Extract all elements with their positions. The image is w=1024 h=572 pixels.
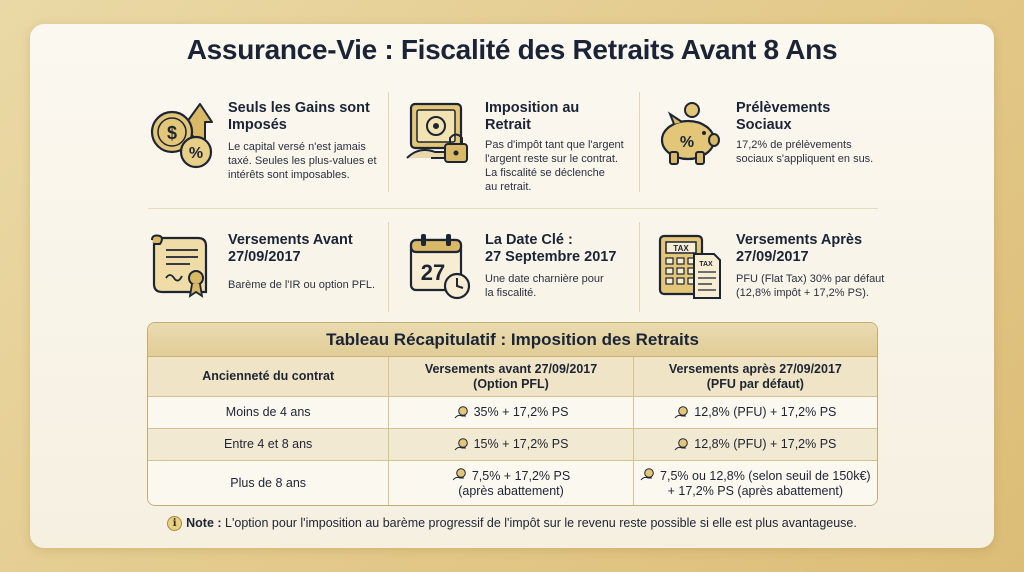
safe-lock-icon [405, 100, 473, 170]
piggy-bank-icon [656, 100, 724, 170]
row-value-after: 7,5% ou 12,8% (selon seuil de 150k€) + 17,2% PS (après abattement) [634, 461, 877, 505]
feature-title: Seuls les Gains sont Imposés [228, 100, 370, 133]
contract-scroll-icon [148, 232, 216, 302]
feature-title: La Date Clé : 27 Septembre 2017 [485, 232, 617, 265]
feature-prelevements-sociaux [656, 100, 901, 200]
calendar-day: 27 [420, 260, 446, 285]
coin-hand-icon [640, 468, 655, 482]
svg-text:TAX: TAX [699, 261, 713, 268]
svg-text:%: % [679, 134, 695, 151]
feature-description: Une date charnière pour la fiscalité. [485, 273, 604, 299]
feature-date-cle [405, 232, 650, 332]
money-growth-icon [148, 100, 216, 170]
tax-tag: TAX [673, 244, 689, 253]
info-icon: i [167, 516, 182, 531]
feature-imposition-retrait [405, 100, 650, 200]
feature-versements-avant [148, 232, 393, 332]
table-row [148, 429, 877, 461]
feature-description: PFU (Flat Tax) 30% par défaut (12,8% impôt + 17,2% PS). [736, 273, 885, 299]
table-row [148, 461, 877, 505]
row-value-before: 7,5% + 17,2% PS (après abattement) [389, 461, 633, 505]
coin-hand-icon [674, 406, 689, 420]
feature-description: Le capital versé n'est jamais taxé. Seules les plus-values et intérêts sont imposables. [228, 141, 377, 181]
coin-hand-icon [454, 406, 469, 420]
coin-hand-icon [454, 438, 469, 452]
note-label: Note : [186, 516, 222, 530]
calculator-tax-icon [656, 232, 724, 302]
row-value-after: 12,8% (PFU) + 17,2% PS [634, 397, 877, 428]
page-title: Assurance-Vie : Fiscalité des Retraits Avant 8 Ans [186, 34, 838, 65]
feature-gains-imposes [148, 100, 393, 200]
row-value-before: 15% + 17,2% PS [389, 429, 633, 460]
calendar-clock-icon [405, 232, 473, 302]
feature-versements-apres [656, 232, 901, 332]
table-title: Tableau Récapitulatif : Imposition des Retraits [148, 323, 877, 357]
feature-description: 17,2% de prélèvements sociaux s'appliquent en sus. [736, 139, 874, 165]
coin-hand-icon [674, 438, 689, 452]
table-row [148, 397, 877, 429]
table-header-row [148, 357, 877, 397]
feature-description: Barème de l'IR ou option PFL. [228, 279, 376, 291]
header-avant: Versements avant 27/09/2017 (Option PFL) [389, 357, 633, 396]
feature-title: Versements Après 27/09/2017 [736, 232, 863, 265]
svg-text:$: $ [166, 123, 178, 143]
row-label: Moins de 4 ans [148, 397, 389, 428]
header-anciennete: Ancienneté du contrat [148, 357, 389, 396]
feature-title: Versements Avant 27/09/2017 [228, 232, 353, 265]
note-text: L'option pour l'imposition au barème progressif de l'impôt sur le revenu reste possible si elle est plus avantageuse. [225, 516, 857, 530]
footnote [0, 516, 1024, 531]
row-label: Entre 4 et 8 ans [148, 429, 389, 460]
feature-title: Imposition au Retrait [485, 100, 580, 133]
divider [148, 208, 878, 209]
row-label: Plus de 8 ans [148, 461, 389, 505]
row-value-after: 12,8% (PFU) + 17,2% PS [634, 429, 877, 460]
feature-title: Prélèvements Sociaux [736, 100, 831, 133]
feature-description: Pas d'impôt tant que l'argent l'argent reste sur le contrat. La fiscalité se déclenche au retrait. [485, 139, 624, 193]
coin-hand-icon [452, 468, 467, 482]
svg-text:%: % [188, 145, 204, 162]
header-apres: Versements après 27/09/2017 (PFU par défaut) [668, 361, 842, 391]
row-value-before: 35% + 17,2% PS [389, 397, 633, 428]
summary-table [147, 322, 878, 506]
